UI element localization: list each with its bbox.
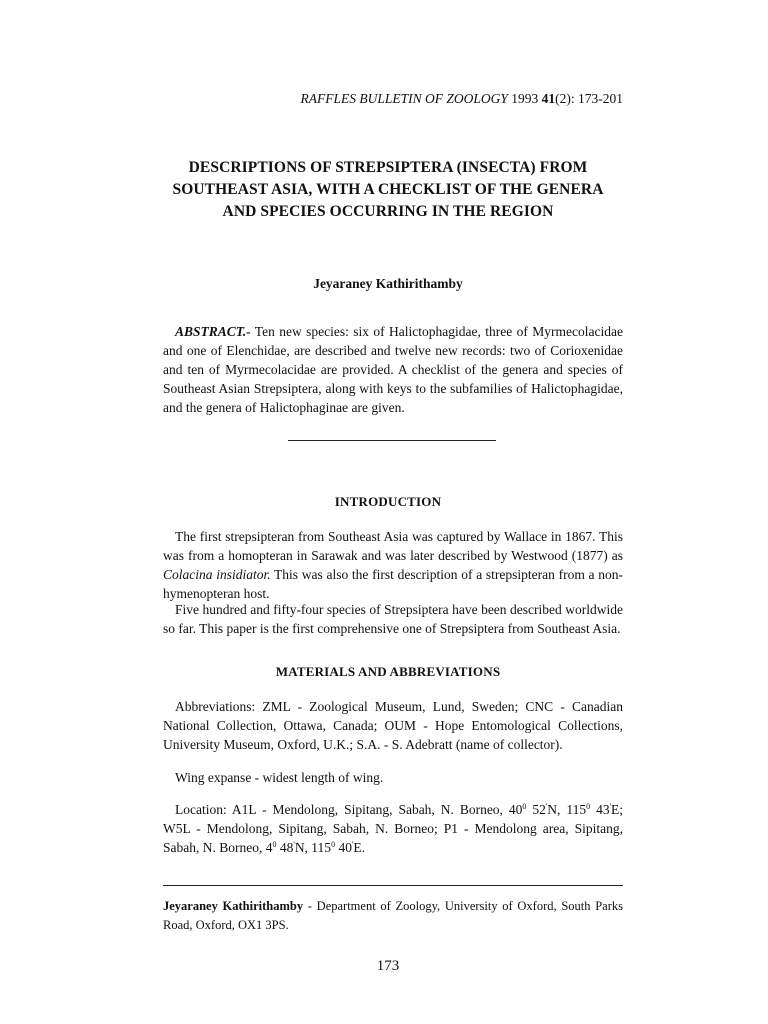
wing-expanse-paragraph: Wing expanse - widest length of wing. [175, 770, 384, 785]
abstract-label: ABSTRACT.- [175, 324, 251, 339]
introduction-paragraph-2: Five hundred and fifty-four species of Strepsiptera have been described worldwide so far. This paper is the first comprehensive one of Strepsiptera from Southeast Asia. [163, 602, 623, 636]
abbreviations-paragraph: Abbreviations: ZML - Zoological Museum, Lund, Sweden; CNC - Canadian National Collection, Ottawa, Canada; OUM - Hope Entomological Collections, University Museum, Oxford, U.K.; S.A. - S. Adebratt (name of collector). [163, 699, 623, 752]
species-name: Colacina insidiator. [163, 567, 271, 582]
location-paragraph [163, 800, 623, 857]
running-head [300, 91, 623, 107]
degree-mark: 0 [272, 840, 277, 849]
journal-year: 1993 [511, 91, 539, 106]
paragraph-text: 40 [335, 840, 352, 855]
title-line: DESCRIPTIONS OF STREPSIPTERA (INSECTA) FROM [188, 159, 588, 176]
title-line: SOUTHEAST ASIA, WITH A CHECKLIST OF THE GENERA [172, 181, 604, 198]
paragraph-text: Location: A1L - Mendolong, Sipitang, Sabah, N. Borneo, 40 [175, 802, 523, 817]
paragraph-text: N, 115 [547, 802, 587, 817]
journal-issue-pages: (2): 173-201 [555, 91, 623, 106]
minute-mark: ' [293, 840, 295, 849]
introduction-heading: INTRODUCTION [334, 494, 442, 509]
abstract [163, 322, 623, 417]
page-number: 173 [376, 958, 400, 974]
title-line: AND SPECIES OCCURRING IN THE REGION [222, 203, 554, 220]
degree-mark: 0 [522, 802, 527, 811]
paragraph-text: E. [353, 840, 366, 855]
paragraph-text: 48 [276, 840, 294, 855]
paragraph-text: N, 115 [294, 840, 332, 855]
paragraph-text: 43 [590, 802, 610, 817]
materials-heading: MATERIALS AND ABBREVIATIONS [275, 664, 501, 679]
paragraph-text: This was also the first description of a strepsipteran from a non-hymenopteran host. [163, 567, 623, 601]
degree-mark: 0 [331, 840, 336, 849]
paragraph-text: 52 [526, 802, 546, 817]
footnote-author: Jeyaraney Kathirithamby [163, 899, 304, 913]
section-divider [288, 440, 496, 441]
footnote-divider [163, 885, 623, 886]
footnote-text: - Department of Zoology, University of Oxford, South Parks Road, Oxford, OX1 3PS. [163, 899, 623, 932]
abstract-text: Ten new species: six of Halictophagidae, three of Myrmecolacidae and one of Elenchidae, are described and twelve new records: two of Corioxenidae and ten of Myrmecolacidae are provided. A checklist of the genera and species of Southeast Asian Strepsiptera, along with keys to the subfamilies of Halictophagidae, and the genera of Halictophaginae are given. [163, 324, 623, 415]
paragraph-text: The first strepsipteran from Southeast Asia was captured by Wallace in 1867. This was from a homopteran in Sarawak and was later described by Westwood (1877) as [163, 529, 623, 563]
journal-volume: 41 [541, 91, 556, 106]
minute-mark: ' [609, 802, 612, 811]
minute-mark: ' [351, 840, 354, 849]
introduction-paragraph-1 [163, 527, 623, 603]
paper-title [150, 157, 626, 223]
journal-name: RAFFLES BULLETIN OF ZOOLOGY [300, 91, 508, 106]
author-name: Jeyaraney Kathirithamby [313, 276, 463, 291]
author-affiliation-footnote [163, 897, 623, 935]
paragraph-text: E; W5L - Mendolong, Sipitang, Sabah, N. Borneo; P1 - Mendolong area, Sipitang, Sabah, N. Borneo, 4 [163, 802, 624, 855]
minute-mark: ' [545, 802, 548, 811]
degree-mark: 0 [586, 802, 591, 811]
